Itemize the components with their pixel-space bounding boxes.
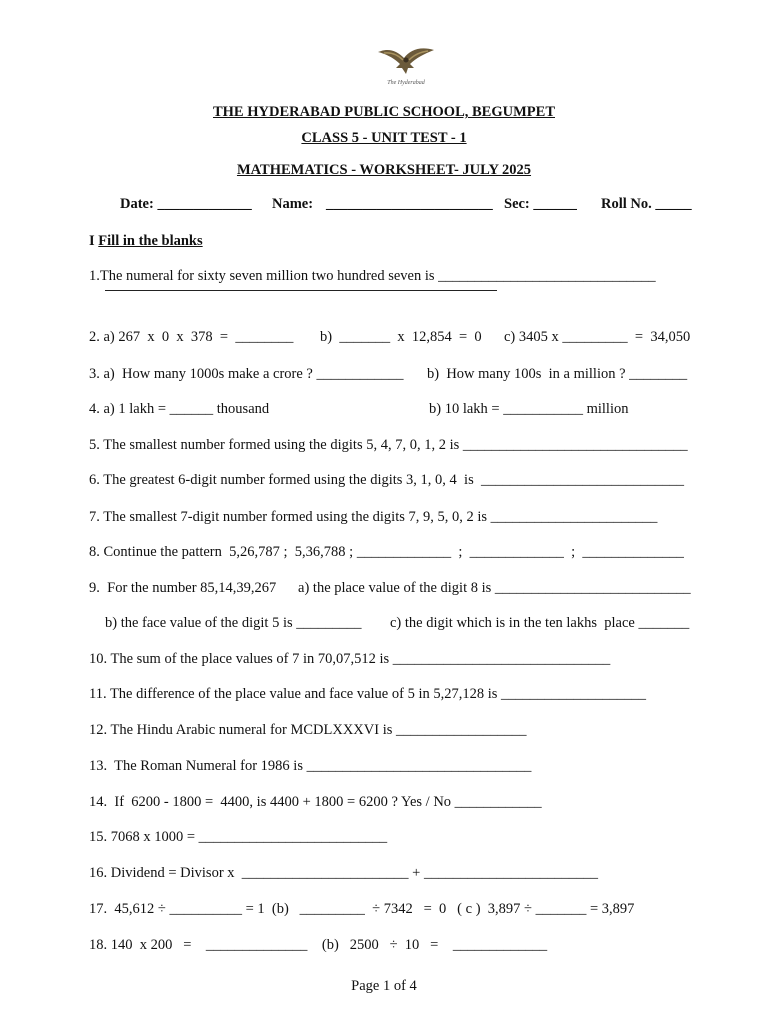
class-test-title: CLASS 5 - UNIT TEST - 1 bbox=[301, 130, 467, 146]
question-6: 6. The greatest 6-digit number formed using the digits 3, 1, 0, 4 is ____________________________ bbox=[89, 472, 684, 488]
question-4a: 4. a) 1 lakh = ______ thousand bbox=[89, 401, 270, 417]
question-9b: b) the face value of the digit 5 is _________ bbox=[105, 615, 362, 631]
school-name: THE HYDERABAD PUBLIC SCHOOL, BEGUMPET bbox=[212, 104, 555, 120]
page-number: Page 1 of 4 bbox=[351, 978, 417, 994]
section-title: Fill in the blanks bbox=[98, 233, 203, 249]
question-10: 10. The sum of the place values of 7 in 70,07,512 is ______________________________ bbox=[89, 651, 611, 667]
question-4b: b) 10 lakh = ___________ million bbox=[429, 401, 629, 417]
question-12: 12. The Hindu Arabic numeral for MCDLXXXVI is __________________ bbox=[89, 722, 527, 738]
question-8: 8. Continue the pattern 5,26,787 ; 5,36,788 ; _____________ ; _____________ ; ______________ bbox=[89, 544, 684, 560]
section-field[interactable]: Sec: ______ bbox=[504, 196, 577, 212]
logo-caption: The Hyderabad bbox=[387, 80, 425, 86]
subject-title: MATHEMATICS - WORKSHEET- JULY 2025 bbox=[236, 162, 532, 178]
question-1: 1.The numeral for sixty seven million two hundred seven is ______________________________ bbox=[89, 268, 656, 284]
question-5: 5. The smallest number formed using the digits 5, 4, 7, 0, 1, 2 is _______________________________ bbox=[89, 437, 688, 453]
section-heading bbox=[89, 233, 203, 250]
name-field[interactable]: _______________________ bbox=[326, 196, 493, 212]
question-16: 16. Dividend = Divisor x _______________________ + ________________________ bbox=[89, 865, 598, 881]
name-label: Name: bbox=[272, 196, 314, 212]
question-2a: 2. a) 267 x 0 x 378 = ________ bbox=[89, 329, 294, 345]
question-7: 7. The smallest 7-digit number formed using the digits 7, 9, 5, 0, 2 is _______________________ bbox=[89, 509, 658, 525]
roll-number-field[interactable]: Roll No. _____ bbox=[601, 196, 692, 212]
question-15: 15. 7068 x 1000 = __________________________ bbox=[89, 829, 388, 845]
question-13: 13. The Roman Numeral for 1986 is _______________________________ bbox=[89, 758, 532, 774]
question-3a: 3. a) How many 1000s make a crore ? ____________ bbox=[89, 366, 404, 382]
question-17: 17. 45,612 ÷ __________ = 1 (b) _________ ÷ 7342 = 0 ( c ) 3,897 ÷ _______ = 3,897 bbox=[89, 901, 635, 917]
question-2b: b) _______ x 12,854 = 0 bbox=[320, 329, 482, 345]
question-11: 11. The difference of the place value and face value of 5 in 5,27,128 is ____________________ bbox=[89, 686, 647, 702]
date-field[interactable]: Date: _____________ bbox=[120, 196, 252, 212]
question-9c: c) the digit which is in the ten lakhs place _______ bbox=[390, 615, 690, 631]
question-3b: b) How many 100s in a million ? ________ bbox=[427, 366, 688, 382]
question-1-answer-line[interactable] bbox=[105, 290, 497, 291]
question-14: 14. If 6200 - 1800 = 4400, is 4400 + 1800 = 6200 ? Yes / No ____________ bbox=[89, 794, 542, 810]
question-2c: c) 3405 x _________ = 34,050 bbox=[504, 329, 691, 345]
question-9a: 9. For the number 85,14,39,267 a) the place value of the digit 8 is ___________________________ bbox=[89, 580, 691, 596]
section-number: I bbox=[89, 233, 95, 249]
question-18: 18. 140 x 200 = ______________ (b) 2500 ÷ 10 = _____________ bbox=[89, 937, 548, 953]
school-eagle-logo bbox=[374, 44, 438, 88]
